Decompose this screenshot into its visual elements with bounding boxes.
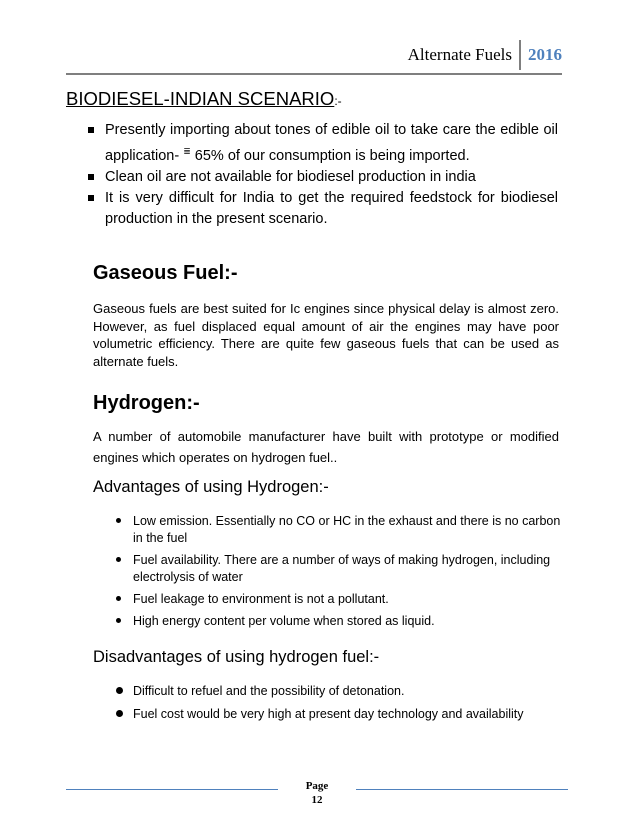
- page-footer: [278, 779, 356, 807]
- advantages-list: [116, 513, 562, 635]
- advantage-item: Fuel leakage to environment is not a pollutant.: [116, 591, 562, 608]
- advantage-item: Fuel availability. There are a number of ways of making hydrogen, including electrolysis of water: [116, 552, 562, 586]
- biodiesel-bullet: It is very difficult for India to get the required feedstock for biodiesel production in the present scenario.: [88, 188, 558, 230]
- biodiesel-title: [66, 88, 342, 110]
- disadvantage-item: Difficult to refuel and the possibility of detonation.: [116, 683, 562, 700]
- header-rule: [66, 73, 562, 75]
- biodiesel-bullet-list: [88, 120, 558, 230]
- page-header: [408, 40, 562, 70]
- header-title: Alternate Fuels: [407, 45, 512, 64]
- gaseous-fuel-heading: Gaseous Fuel:-: [93, 262, 238, 284]
- footer-rule-right: [356, 789, 568, 790]
- advantages-heading: Advantages of using Hydrogen:-: [93, 478, 329, 496]
- page-label: Page: [305, 780, 329, 792]
- bullet-text-part: Presently importing about tones of edible oil to take care the edible oil application-: [105, 122, 558, 164]
- header-year: 2016: [528, 45, 562, 64]
- disadvantage-item: Fuel cost would be very high at present day technology and availability: [116, 706, 562, 723]
- hydrogen-heading: Hydrogen:-: [93, 392, 200, 414]
- advantage-item: Low emission. Essentially no CO or HC in the exhaust and there is no carbon in the fuel: [116, 513, 562, 547]
- approx-symbol: ≣: [183, 146, 191, 156]
- page-number: 12: [311, 794, 323, 806]
- biodiesel-title-text: BIODIESEL-INDIAN SCENARIO: [66, 88, 335, 109]
- biodiesel-title-suffix: :-: [334, 94, 342, 108]
- bullet-text-part: 65% of our consumption is being imported.: [190, 148, 470, 164]
- biodiesel-bullet: [88, 120, 558, 167]
- biodiesel-bullet: Clean oil are not available for biodiesel production in india: [88, 167, 558, 188]
- gaseous-fuel-paragraph: Gaseous fuels are best suited for Ic engines since physical delay is almost zero. However, as fuel displaced equal amount of air the engines may have poor volumetric efficiency. There are quite few gaseous fuels that can be used as alternate fuels.: [93, 301, 559, 369]
- advantage-item: High energy content per volume when stored as liquid.: [116, 613, 562, 630]
- disadvantages-list: [116, 683, 562, 729]
- hydrogen-paragraph: A number of automobile manufacturer have built with prototype or modified engines which operates on hydrogen fuel..: [93, 429, 559, 465]
- disadvantages-heading: Disadvantages of using hydrogen fuel:-: [93, 648, 380, 666]
- footer-rule-left: [66, 789, 278, 790]
